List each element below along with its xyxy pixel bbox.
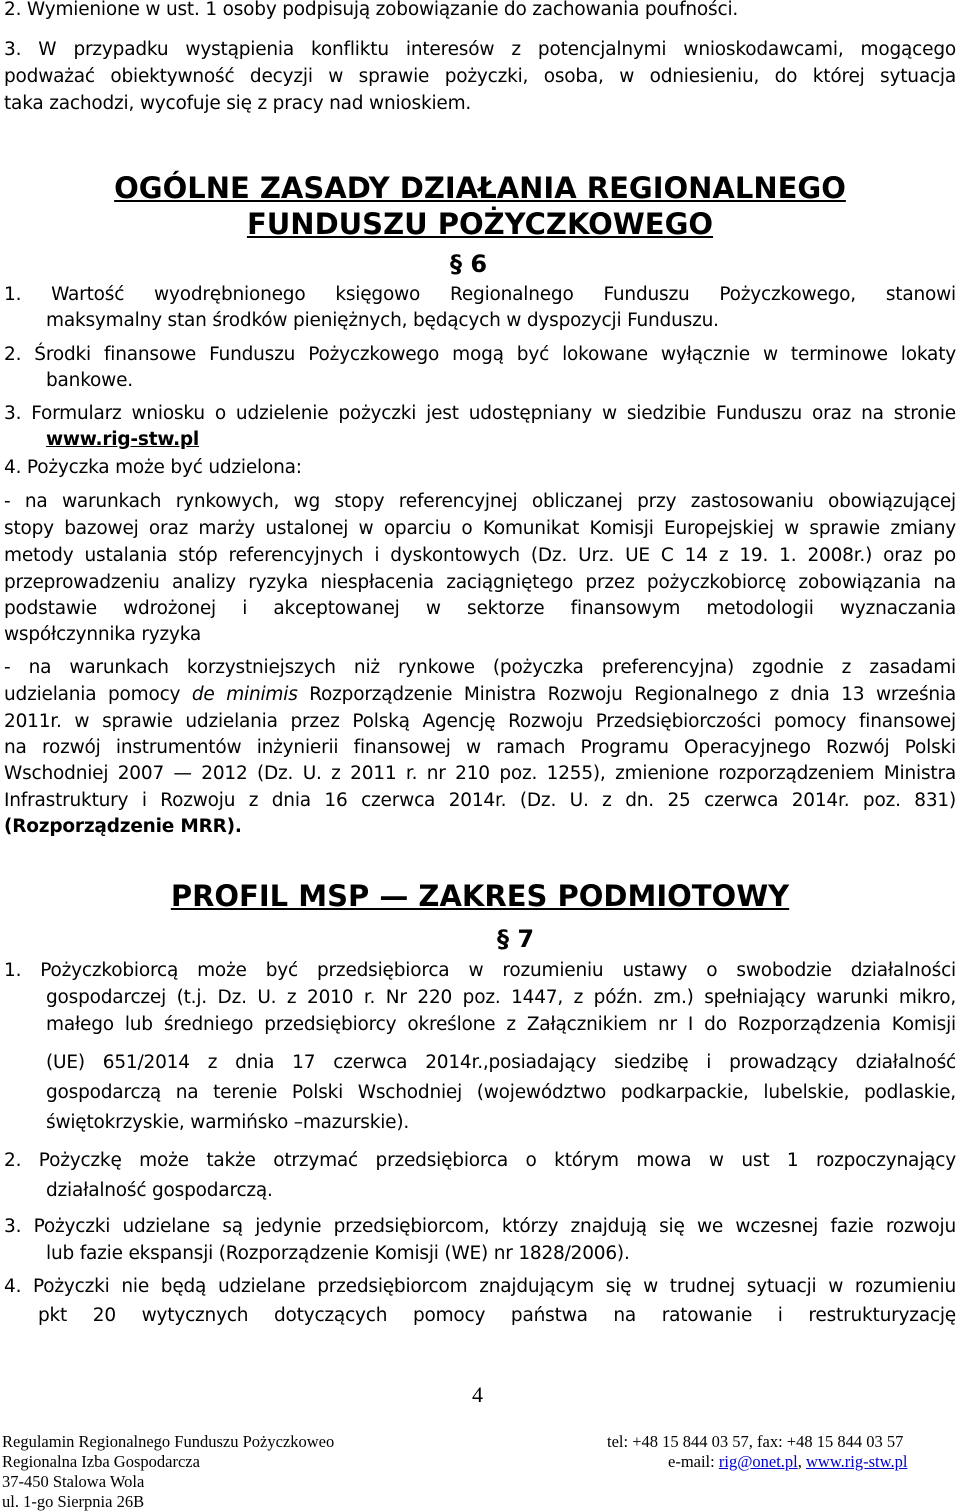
footer-city: 37-450 Stalowa Wola	[2, 1472, 145, 1491]
s1-item2-line1: 2. Środki finansowe Funduszu Pożyczkowego mogą być lokowane wyłącznie w terminowe lokaty	[4, 344, 956, 365]
s1-item4a-line6: współczynnika ryzyka	[4, 624, 202, 645]
paragraph-sign-6: § 6	[450, 250, 488, 278]
s2-item1-line1: 1. Pożyczkobiorcą może być przedsiębiorca w rozumieniu ustawy o swobodzie działalności	[4, 960, 956, 981]
footer-doc-title: Regulamin Regionalnego Funduszu Pożyczkoweo	[2, 1432, 335, 1451]
s2-item2-line1: 2. Pożyczkę może także otrzymać przedsiębiorca o którym mowa w ust 1 rozpoczynający	[4, 1150, 956, 1171]
de-minimis-term: de minimis	[191, 684, 298, 705]
s1-item4a-line2: stopy bazowej oraz marży ustalonej w oparciu o Komunikat Komisji Europejskiej w sprawie zmiany	[4, 518, 956, 539]
list-item-2: 2. Wymienione w ust. 1 osoby podpisują zobowiązanie do zachowania poufności.	[4, 0, 739, 20]
s1-item4b-line3: 2011r. w sprawie udzielania przez Polską Agencję Rozwoju Przedsiębiorczości pomocy finansowej	[4, 711, 956, 732]
s1-item4b-line2-pre: udzielania pomocy	[4, 684, 192, 705]
footer-contact	[668, 1452, 907, 1472]
section-title-line1: OGÓLNE ZASADY DZIAŁANIA REGIONALNEGO	[114, 171, 846, 205]
footer-phone-fax: tel: +48 15 844 03 57, fax: +48 15 844 03 57	[607, 1432, 904, 1451]
list-item-3-line2: podważać obiektywność decyzji w sprawie pożyczki, osoba, w odniesieniu, do której sytuacja	[4, 66, 956, 87]
page-number: 4	[472, 1382, 483, 1407]
s2-item1-line6: świętokrzyskie, warmińsko –mazurskie).	[46, 1112, 410, 1133]
s2-item4-line1: 4. Pożyczki nie będą udzielane przedsiębiorcom znajdującym się w trudnej sytuacji w rozumieniu	[4, 1276, 956, 1297]
s2-item3-line1: 3. Pożyczki udzielane są jedynie przedsiębiorcom, którzy znajdują się we wczesnej fazie rozwoju	[4, 1216, 956, 1237]
list-item-3-line1: 3. W przypadku wystąpienia konfliktu interesów z potencjalnymi wnioskodawcami, mogącego	[4, 39, 956, 60]
s1-item4a-line5: podstawie wdrożonej i akceptowanej w sektorze finansowym metodologii wyznaczania	[4, 598, 956, 619]
s1-item1-line1: 1. Wartość wyodrębnionego księgowo Regionalnego Funduszu Pożyczkowego, stanowi	[4, 284, 956, 305]
s1-item4b-line1: - na warunkach korzystniejszych niż rynkowe (pożyczka preferencyjna) zgodnie z zasadami	[4, 657, 956, 678]
website-footer-link[interactable]: www.rig-stw.pl	[806, 1452, 908, 1471]
website-link[interactable]: www.rig-stw.pl	[46, 429, 200, 450]
s2-item3-line2: lub fazie ekspansji (Rozporządzenie Komisji (WE) nr 1828/2006).	[46, 1243, 630, 1264]
s1-item4b-line6: Infrastruktury i Rozwoju z dnia 16 czerwca 2014r. (Dz. U. z dn. 25 czerwca 2014r. poz. 831)	[4, 790, 956, 811]
section2-title: PROFIL MSP — ZAKRES PODMIOTOWY	[170, 879, 790, 913]
footer-org-name: Regionalna Izba Gospodarcza	[2, 1452, 200, 1471]
s2-item1-line2: gospodarczej (t.j. Dz. U. z 2010 r. Nr 220 poz. 1447, z późn. zm.) spełniający warunki mikro,	[46, 987, 956, 1008]
s1-item3-line1: 3. Formularz wniosku o udzielenie pożyczki jest udostępniany w siedzibie Funduszu oraz na stronie	[4, 403, 956, 424]
s2-item1-line5: gospodarczą na terenie Polski Wschodniej (województwo podkarpackie, lubelskie, podlaskie,	[46, 1082, 956, 1103]
s2-item2-line2: działalność gospodarczą.	[46, 1180, 273, 1201]
s2-item1-line4: (UE) 651/2014 z dnia 17 czerwca 2014r.,posiadający siedzibę i prowadzący działalność	[46, 1052, 956, 1073]
s1-item4a-line3: metody ustalania stóp referencyjnych i dyskontowych (Dz. Urz. UE C 14 z 19. 1. 2008r.) oraz po	[4, 545, 956, 566]
list-item-3-line3: taka zachodzi, wycofuje się z pracy nad wnioskiem.	[4, 93, 472, 114]
s1-item4b-line4: na rozwój instrumentów inżynierii finansowej w ramach Programu Operacyjnego Rozwój Polski	[4, 737, 956, 758]
footer-email-label: e-mail:	[668, 1452, 719, 1471]
s2-item1-line3: małego lub średniego przedsiębiorcy określone z Załącznikiem nr I do Rozporządzenia Komisji	[46, 1014, 956, 1035]
s1-item4b-line2	[4, 682, 956, 708]
s2-item4-line2: pkt 20 wytycznych dotyczących pomocy państwa na ratowanie i restrukturyzację	[38, 1305, 956, 1326]
s1-item4b-line2-post: Rozporządzenie Ministra Rozwoju Regionalnego z dnia 13 września	[297, 684, 957, 705]
footer-separator: ,	[797, 1452, 806, 1471]
s1-item4a-line1: - na warunkach rynkowych, wg stopy referencyjnej obliczanej przy zastosowaniu obowiązującej	[4, 491, 956, 512]
s1-item4-line1: 4. Pożyczka może być udzielona:	[4, 457, 302, 478]
s1-item4b-line5: Wschodniej 2007 — 2012 (Dz. U. z 2011 r. nr 210 poz. 1255), zmienione rozporządzeniem Ministra	[4, 763, 956, 784]
s1-item1-line2: maksymalny stan środków pieniężnych, będących w dyspozycji Funduszu.	[46, 310, 719, 331]
email-link[interactable]: rig@onet.pl	[718, 1452, 798, 1471]
footer-street: ul. 1-go Sierpnia 26B	[2, 1492, 145, 1511]
s1-item4b-line7: (Rozporządzenie MRR).	[4, 816, 242, 837]
s1-item2-line2: bankowe.	[46, 370, 133, 391]
paragraph-sign-7: § 7	[497, 925, 535, 953]
section-title-line2: FUNDUSZU POŻYCZKOWEGO	[246, 207, 714, 241]
s1-item4a-line4: przeprowadzeniu analizy ryzyka niespłacenia zaciągniętego przez pożyczkobiorcę zobowiązania na	[4, 572, 956, 593]
